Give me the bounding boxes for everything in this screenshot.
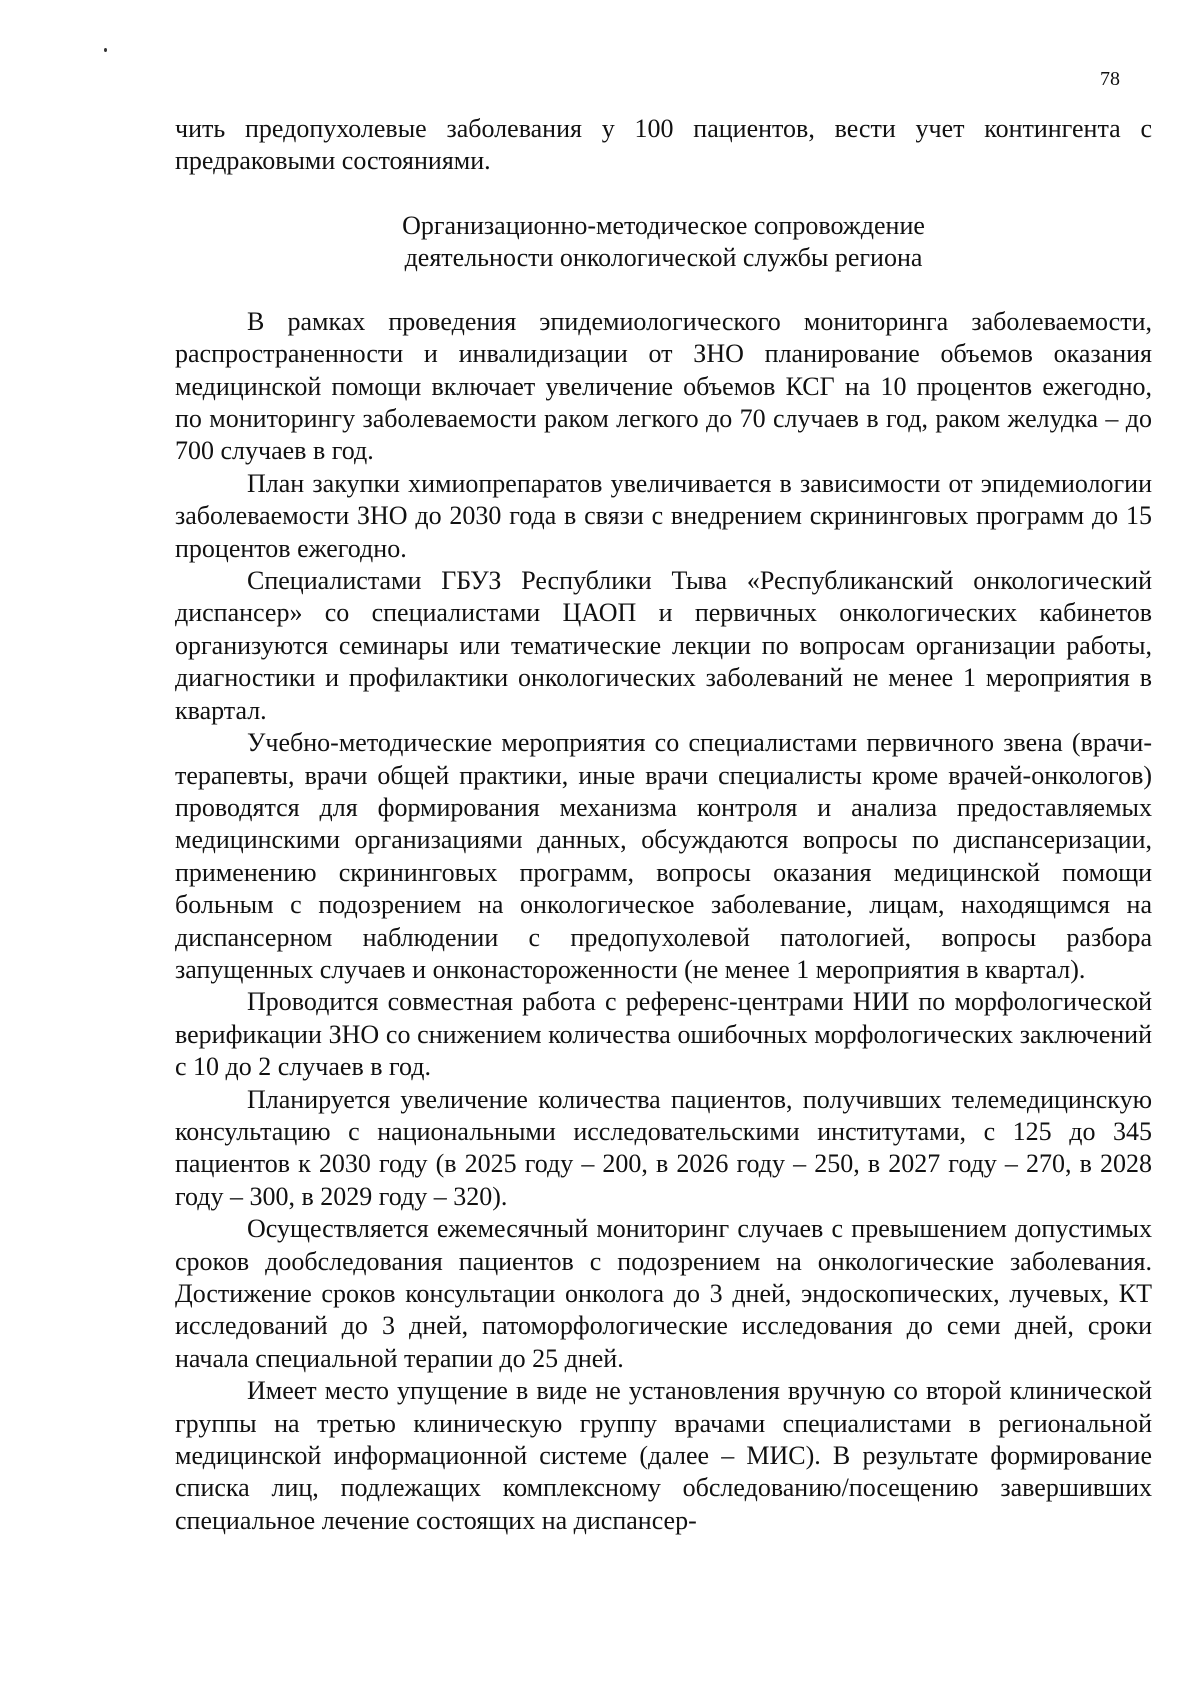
paragraph-monitoring: Осуществляется ежемесячный мониторинг случаев с превышением допустимых сроков дообследования пациентов с подозрением на онкологические заболевания. Достижение сроков консультации онколога до 3 дней, эндоскопических, лучевых, КТ исследований до 3 дней, патоморфологические исследования до семи дней, сроки начала специальной терапии до 25 дней. [175,1214,1152,1373]
page-number: 78 [1100,68,1120,90]
paragraph-epidemiology: В рамках проведения эпидемиологического мониторинга заболеваемости, распространенности и инвалидизации от ЗНО планирование объемов оказания медицинской помощи включает увеличение объемов КСГ на 10 процентов ежегодно, по мониторингу заболеваемости раком легкого до 70 случаев в год, раком желудка – до 700 случаев в год. [175,306,1152,466]
scan-speck [104,48,107,52]
document-body [175,113,1152,1537]
paragraph-telemedicine: Планируется увеличение количества пациентов, получивших телемедицинскую консультацию с национальными исследовательскими институтами, с 125 до 345 пациентов к 2030 году (в 2025 году – 200, в 2026 году – 250, в 2027 году – 270, в 2028 году – 300, в 2029 году – 320). [175,1084,1152,1211]
paragraph-training: Учебно-методические мероприятия со специалистами первичного звена (врачи-терапевты, врачи общей практики, иные врачи специалисты кроме врачей-онкологов) проводятся для формирования механизма контроля и анализа предоставляемых медицинскими организациями данных, обсуждаются вопросы по диспансеризации, применению скрининговых программ, вопросы оказания медицинской помощи больным с подозрением на онкологическое заболевание, лицам, находящимся на диспансерном наблюдении с предопухолевой патологией, вопросы разбора запущенных случаев и онконастороженности (не менее 1 мероприятия в квартал). [175,728,1152,984]
paragraph-seminars: Специалистами ГБУЗ Республики Тыва «Республиканский онкологический диспансер» со специалистами ЦАОП и первичных онкологических кабинетов организуются семинары или тематические лекции по вопросам организации работы, диагностики и профилактики онкологических заболеваний не менее 1 мероприятия в квартал. [175,566,1152,725]
paragraph-chemo-purchase: План закупки химиопрепаратов увеличивается в зависимости от эпидемиологии заболеваемости ЗНО до 2030 года в связи с внедрением скрининговых программ до 15 процентов ежегодно. [175,468,1152,563]
section-heading [175,210,1152,274]
section-heading-line-2: деятельности онкологической службы региона [404,242,923,272]
section-heading-line-1: Организационно-методическое сопровождение [402,210,925,240]
intro-paragraph: чить предопухолевые заболевания у 100 пациентов, вести учет контингента с предраковыми состояниями. [175,114,1152,176]
paragraph-mis-omission: Имеет место упущение в виде не установления вручную со второй клинической группы на третью клиническую группу врачами специалистами в региональной медицинской информационной системе (далее – МИС). В результате формирование списка лиц, подлежащих комплексному обследованию/посещению завершивших специальное лечение состоящих на диспансер- [175,1376,1152,1535]
paragraph-reference-centers: Проводится совместная работа с референс-центрами НИИ по морфологической верификации ЗНО со снижением количества ошибочных морфологических заключений с 10 до 2 случаев в год. [175,987,1152,1082]
